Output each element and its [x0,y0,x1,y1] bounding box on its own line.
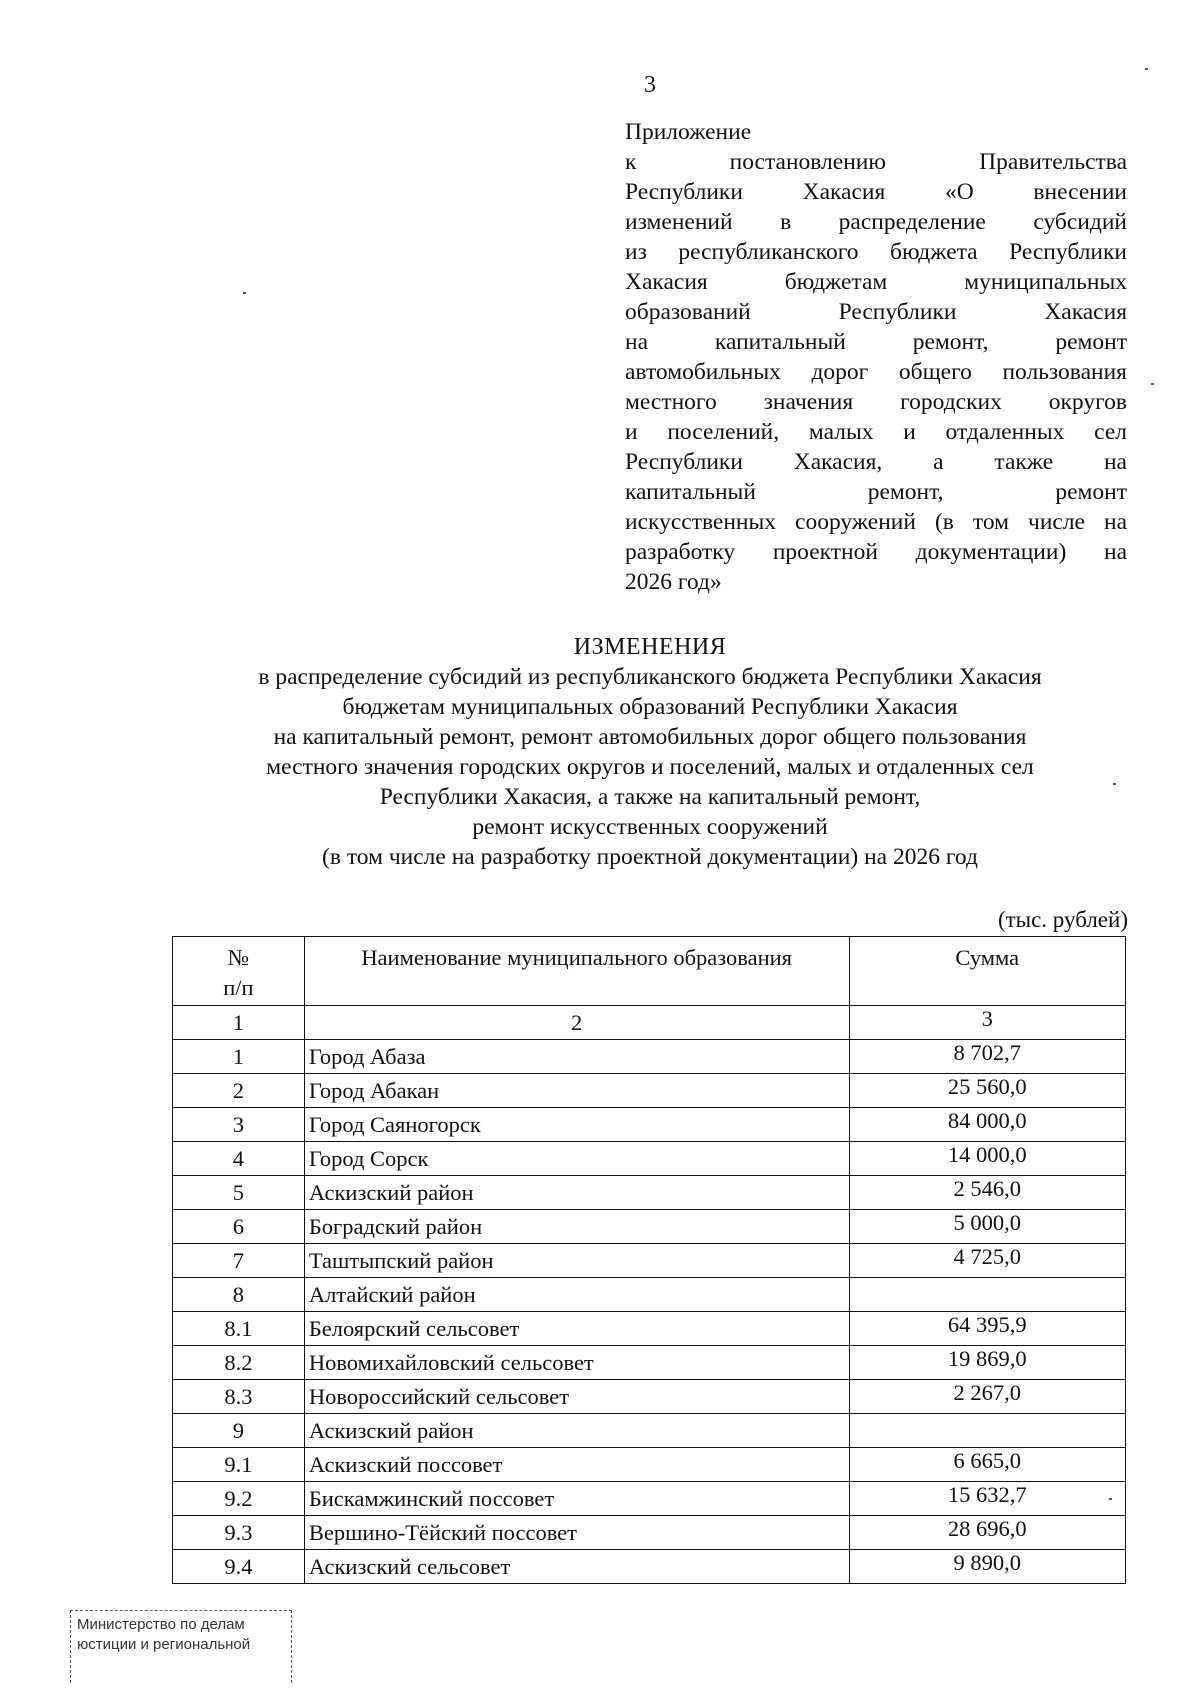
annex-line: Республики Хакасия, а также на [625,449,1127,475]
scan-speck [1145,68,1148,70]
annex-line: Приложение [625,119,752,145]
table-row [173,1380,1126,1414]
heading-line: на капитальный ремонт, ремонт автомобильных дорог общего пользования [273,724,1027,750]
row-number: 1 [173,1040,305,1074]
table-row [173,1278,1126,1312]
row-sum: 28 696,0 [849,1516,1126,1550]
annex-line: 2026 год» [625,569,722,595]
stamp-line: Министерство по делам [77,1616,245,1633]
row-name: Аскизский поссовет [304,1448,849,1482]
header-number-line1: № [227,945,250,970]
heading-line: местного значения городских округов и поселений, малых и отдаленных сел [266,754,1034,780]
document-heading [150,632,1150,872]
heading-line: Республики Хакасия, а также на капитальный ремонт, [379,784,921,810]
row-number: 9.3 [173,1516,305,1550]
row-sum: 15 632,7 [849,1482,1126,1516]
row-number: 4 [173,1142,305,1176]
annex-line: местного значения городских округов [625,389,1127,415]
row-sum: 19 869,0 [849,1346,1126,1380]
heading-line: в распределение субсидий из республиканского бюджета Республики Хакасия [258,664,1042,690]
annex-line: автомобильных дорог общего пользования [625,359,1127,385]
row-name: Новороссийский сельсовет [304,1380,849,1414]
scan-speck [243,292,246,294]
row-name: Аскизский район [304,1414,849,1448]
table-row [173,1414,1126,1448]
row-name: Вершино-Тёйский поссовет [304,1516,849,1550]
header-number-line2: п/п [223,975,254,1000]
scan-speck [1151,383,1154,385]
heading-line: бюджетам муниципальных образований Республики Хакасия [342,694,958,720]
row-name: Алтайский район [304,1278,849,1312]
row-number: 8.3 [173,1380,305,1414]
header-number [173,937,305,1006]
row-name: Аскизский район [304,1176,849,1210]
annex-line: и поселений, малых и отдаленных сел [625,419,1127,445]
row-sum: 5 000,0 [849,1210,1126,1244]
row-sum: 2 546,0 [849,1176,1126,1210]
row-number: 8.1 [173,1312,305,1346]
row-number: 5 [173,1176,305,1210]
annex-line: на капитальный ремонт, ремонт [625,329,1127,355]
row-sum: 8 702,7 [849,1040,1126,1074]
table-row [173,1550,1126,1584]
row-number: 6 [173,1210,305,1244]
row-sum: 84 000,0 [849,1108,1126,1142]
annex-line: из республиканского бюджета Республики [625,239,1127,265]
column-numbers-row [173,1006,1126,1040]
row-sum: 9 890,0 [849,1550,1126,1584]
table-row [173,1074,1126,1108]
scan-speck [1109,1498,1112,1500]
row-number: 9.1 [173,1448,305,1482]
row-name: Город Абакан [304,1074,849,1108]
table-row [173,1482,1126,1516]
row-sum: 2 267,0 [849,1380,1126,1414]
row-number: 7 [173,1244,305,1278]
row-number: 3 [173,1108,305,1142]
table-row [173,1244,1126,1278]
table-row [173,1516,1126,1550]
row-sum: 25 560,0 [849,1074,1126,1108]
row-name: Город Абаза [304,1040,849,1074]
row-name: Таштыпский район [304,1244,849,1278]
row-sum: 6 665,0 [849,1448,1126,1482]
row-name: Бискамжинский поссовет [304,1482,849,1516]
header-sum: Сумма [849,937,1126,1006]
row-name: Боградский район [304,1210,849,1244]
document-title: ИЗМЕНЕНИЯ [573,634,727,660]
annex-line: Республики Хакасия «О внесении [625,179,1127,205]
table-row [173,1448,1126,1482]
row-sum: 64 395,9 [849,1312,1126,1346]
row-number: 9 [173,1414,305,1448]
annex-line: капитальный ремонт, ремонт [625,479,1127,505]
table-row [173,1346,1126,1380]
table-row [173,1176,1126,1210]
subsidy-table [172,936,1126,1584]
row-number: 9.2 [173,1482,305,1516]
table-row [173,1142,1126,1176]
table-row [173,1210,1126,1244]
stamp-line: юстиции и региональной [77,1636,251,1653]
row-name: Город Сорск [304,1142,849,1176]
annex-line: искусственных сооружений (в том числе на [625,509,1127,535]
row-name: Город Саяногорск [304,1108,849,1142]
row-name: Новомихайловский сельсовет [304,1346,849,1380]
row-number: 8 [173,1278,305,1312]
page-number: 3 [644,72,656,98]
annex-line: разработку проектной документации) на [625,539,1127,565]
column-number: 1 [173,1006,305,1040]
row-number: 9.4 [173,1550,305,1584]
scan-speck [1113,783,1116,785]
row-sum [849,1414,1126,1448]
annex-line: Хакасия бюджетам муниципальных [625,269,1127,295]
annex-line: образований Республики Хакасия [625,299,1127,325]
header-name: Наименование муниципального образования [304,937,849,1006]
row-sum [849,1278,1126,1312]
row-name: Аскизский сельсовет [304,1550,849,1584]
table-row [173,1312,1126,1346]
table-header-row [173,937,1126,1006]
row-number: 2 [173,1074,305,1108]
annex-line: изменений в распределение субсидий [625,209,1127,235]
table-row [173,1040,1126,1074]
row-number: 8.2 [173,1346,305,1380]
column-number: 2 [304,1006,849,1040]
heading-line: (в том числе на разработку проектной документации) на 2026 год [322,844,978,870]
ministry-stamp [70,1610,292,1683]
column-number: 3 [849,1006,1126,1040]
annex-block [625,117,1127,597]
heading-line: ремонт искусственных сооружений [472,814,828,840]
row-name: Белоярский сельсовет [304,1312,849,1346]
table-row [173,1108,1126,1142]
units-label: (тыс. рублей) [997,907,1128,932]
row-sum: 4 725,0 [849,1244,1126,1278]
row-sum: 14 000,0 [849,1142,1126,1176]
annex-line: к постановлению Правительства [625,149,1127,175]
